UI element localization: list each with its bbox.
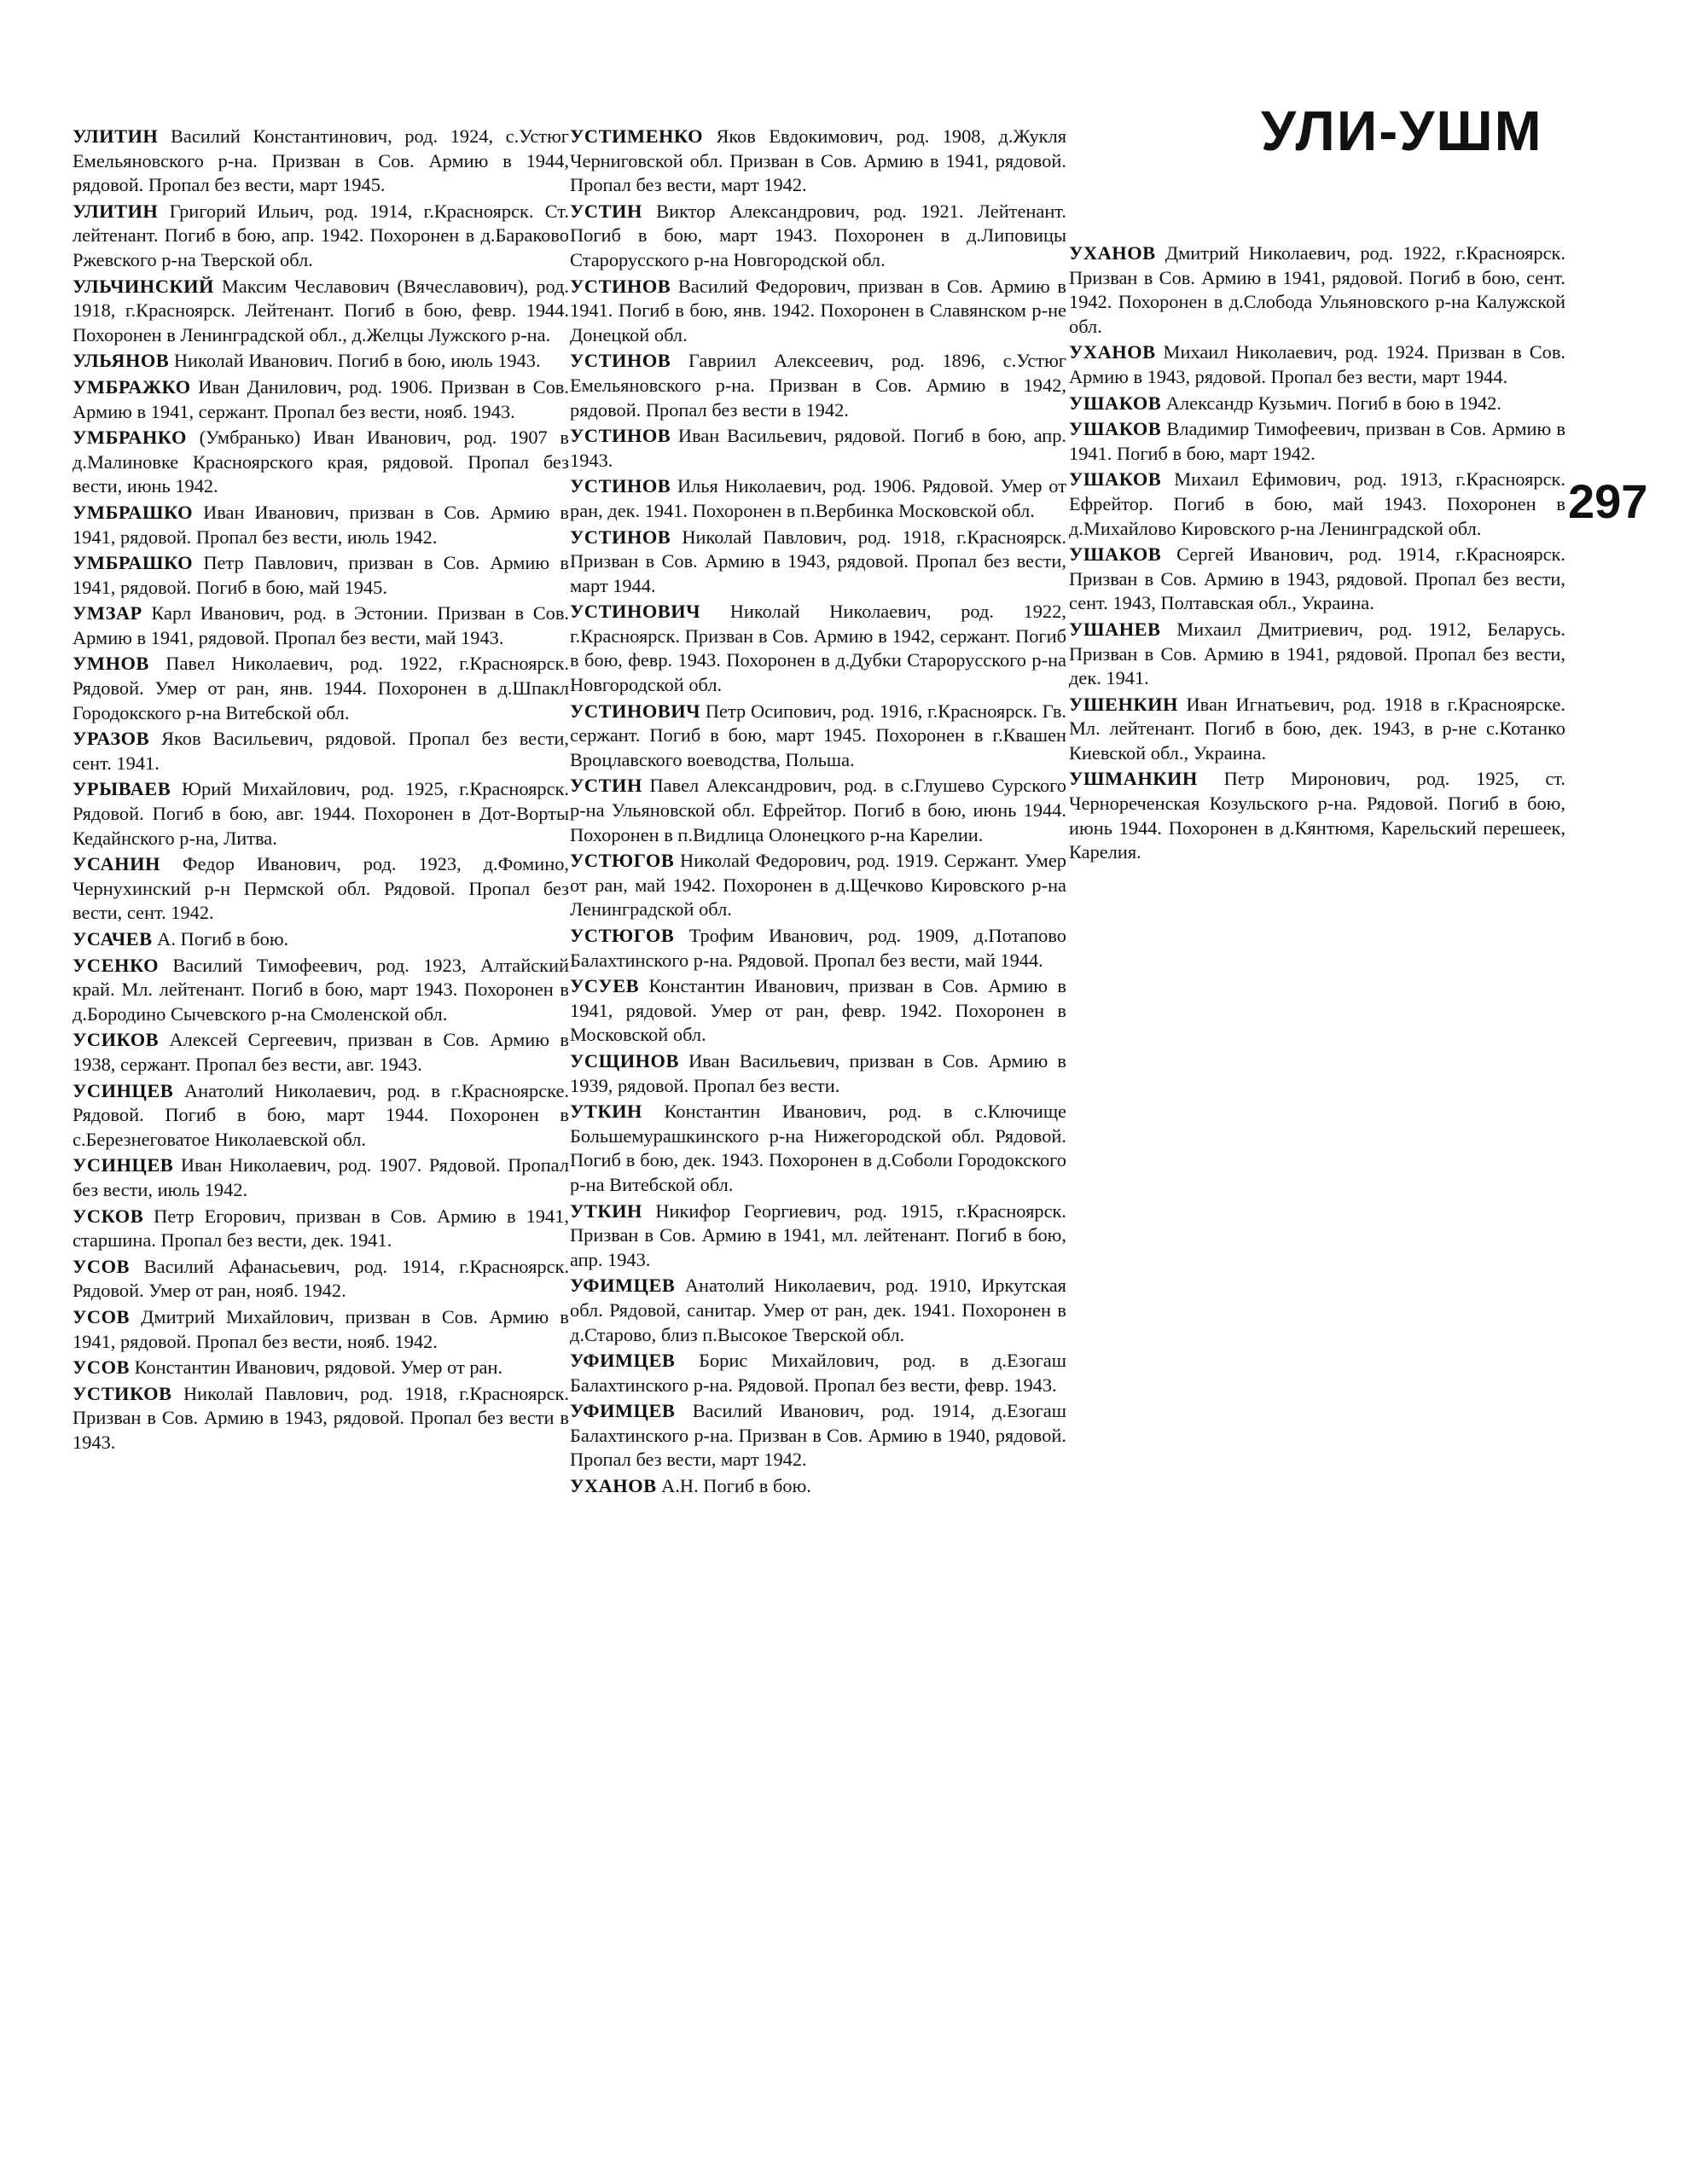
entry-details: Константин Иванович, род. в с.Ключище Большемурашкинского р-на Нижегородской обл. Рядовой. Погиб в бою, дек. 1943. Похоронен в д.Соболи Городокского р-на Витебской обл. [570,1101,1066,1195]
entry [570,1474,1066,1499]
entry [73,652,569,725]
page-header-range: УЛИ-УШМ [1261,99,1543,162]
entry-details: Иван Васильевич, призван в Сов. Армию в 1939, рядовой. Пропал без вести. [570,1049,1066,1096]
entry-surname: УСТИНОВ [570,425,671,447]
entry-details: Михаил Дмитриевич, род. 1912, Беларусь. Призван в Сов. Армию в 1941, рядовой. Пропал без вести, дек. 1941. [1069,618,1565,689]
entry-surname: УСЕНКО [73,954,160,976]
entry-details: Павел Николаевич, род. 1922, г.Красноярск. Рядовой. Умер от ран, янв. 1944. Похоронен в д.Шпакл Городокского р-на Витебской обл. [73,653,569,723]
entry-surname: УСТИКОВ [73,1382,172,1404]
entry-details: Василий Федорович, призван в Сов. Армию в 1941. Погиб в бою, янв. 1942. Похоронен в Славянском р-не Донецкой обл. [570,275,1066,346]
entry [570,974,1066,1048]
entry-surname: УФИМЦЕВ [570,1400,676,1422]
entry [73,852,569,926]
entry [73,501,569,549]
entry [1069,468,1565,541]
entry-surname: УСТИНОВ [570,475,671,497]
entry [73,375,569,424]
entry-surname: УЛИТИН [73,125,159,147]
entry-details: Иван Иванович, призван в Сов. Армию в 1941, рядовой. Пропал без вести, июль 1942. [73,501,569,548]
entry-details: Яков Евдокимович, род. 1908, д.Жукля Черниговской обл. Призван в Сов. Армию в 1941, рядовой. Пропал без вести, март 1942. [570,125,1066,196]
entry-surname: УШАКОВ [1069,468,1162,491]
entry [73,601,569,650]
entry-details: Яков Васильевич, рядовой. Пропал без вести, сент. 1941. [73,728,569,774]
entry [73,1305,569,1354]
entry [1069,340,1565,389]
entry-surname: УЛЬЧИНСКИЙ [73,275,214,297]
column-3 [1069,241,1565,867]
entry [570,200,1066,273]
entry-details: Василий Афанасьевич, род. 1914, г.Красноярск. Рядовой. Умер от ран, нояб. 1942. [73,1255,569,1302]
entry-surname: УСТИНОВИЧ [570,700,701,722]
entry-details: (Умбранько) Иван Иванович, род. 1907 в д.Малиновке Красноярского края, рядовой. Пропал без вести, июнь 1942. [73,427,569,497]
entry-surname: УСИКОВ [73,1029,160,1051]
entry [1069,417,1565,466]
entry-details: Павел Александрович, род. в с.Глушево Сурского р-на Ульяновской обл. Ефрейтор. Погиб в бою, июнь 1944. Похоронен в п.Видлица Олонецкого р-на Карелии. [570,775,1066,845]
entry [73,275,569,348]
entry-details: Илья Николаевич, род. 1906. Рядовой. Умер от ран, дек. 1941. Похоронен в п.Вербинка Московской обл. [570,475,1066,521]
entry-surname: УСЩИНОВ [570,1049,679,1072]
entry [73,1153,569,1202]
entry-surname: УСУЕВ [570,975,640,997]
entry-details: Николай Иванович. Погиб в бою, июль 1943. [173,350,541,372]
entry [570,474,1066,523]
entry-surname: УСИНЦЕВ [73,1079,174,1101]
entry-details: Василий Тимофеевич, род. 1923, Алтайский край. Мл. лейтенант. Погиб в бою, март 1943. Похоронен в д.Бородино Сычевского р-на Смоленской обл. [73,954,569,1025]
entry-surname: УСТЮГОВ [570,850,675,872]
entry-surname: УМБРАШКО [73,501,194,523]
entry-surname: УМБРАНКО [73,427,187,449]
entry [73,1255,569,1304]
entry-details: Иван Игнатьевич, род. 1918 в г.Красноярске. Мл. лейтенант. Погиб в бою, дек. 1943, в р-не с.Котанко Киевской обл., Украина. [1069,693,1565,764]
entry-details: Виктор Александрович, род. 1921. Лейтенант. Погиб в бою, март 1943. Похоронен в д.Липовицы Старорусского р-на Новгородской обл. [570,200,1067,270]
entry-surname: УШАКОВ [1069,392,1162,414]
entry [570,700,1066,773]
entry-surname: УМБРАШКО [73,552,194,574]
entry [73,954,569,1027]
entry-surname: УСТИНОВИЧ [570,601,701,623]
entry-surname: УСТИНОВ [570,526,671,548]
page-number: 297 [1568,474,1648,528]
column-2 [570,125,1066,1501]
entry-details: А. Погиб в бою. [157,928,289,950]
entry-details: Михаил Ефимович, род. 1913, г.Красноярск. Ефрейтор. Погиб в бою, май 1943. Похоронен в д.Михайлово Кировского р-на Ленинградской обл. [1069,468,1565,539]
entry-surname: УШЕНКИН [1069,693,1178,715]
entry-surname: УСТИНОВ [570,350,671,372]
entry [570,1049,1066,1098]
entry [73,200,569,273]
entry [570,526,1066,599]
entry [570,1399,1066,1472]
entry-details: Гавриил Алексеевич, род. 1896, с.Устюг Емельяновского р-на. Призван в Сов. Армию в 1942, рядовой. Пропал без вести в 1942. [570,350,1066,421]
entry-details: Петр Павлович, призван в Сов. Армию в 1941, рядовой. Погиб в бою, май 1945. [73,552,569,598]
entry-surname: УСОВ [73,1255,130,1277]
entry [73,125,569,198]
entry-surname: УШАНЕВ [1069,618,1161,640]
entry [73,727,569,775]
entry [570,849,1066,922]
entry-details: Карл Иванович, род. в Эстонии. Призван в Сов. Армию в 1941, рядовой. Пропал без вести, май 1943. [73,602,569,648]
entry-surname: УРАЗОВ [73,728,150,750]
entry-details: Юрий Михайлович, род. 1925, г.Красноярск. Рядовой. Погиб в бою, авг. 1944. Похоронен в Дот-Ворты Кедайнского р-на, Литва. [73,778,569,849]
entry-details: Трофим Иванович, род. 1909, д.Потапово Балахтинского р-на. Рядовой. Пропал без вести, май 1944. [570,925,1066,971]
entry-details: Анатолий Николаевич, род. 1910, Иркутская обл. Рядовой, санитар. Умер от ран, дек. 1941. Похоронен в д.Старово, близ п.Высокое Тверской обл. [570,1275,1066,1345]
entry-surname: УЛИТИН [73,200,159,222]
entry-details: Константин Иванович, рядовой. Умер от ран. [134,1356,503,1379]
entry-details: Григорий Ильич, род. 1914, г.Красноярск. Ст. лейтенант. Погиб в бою, апр. 1942. Похоронен в д.Бараково Ржевского р-на Тверской обл. [73,200,569,270]
entry [73,426,569,499]
entry-surname: УСАНИН [73,853,160,875]
entry [73,777,569,851]
entry-surname: УТКИН [570,1199,642,1222]
entry-surname: УМЗАР [73,602,142,624]
entry [73,1382,569,1455]
entry [570,349,1066,422]
entry [73,1079,569,1153]
entry-details: Иван Васильевич, рядовой. Погиб в бою, апр. 1943. [570,425,1066,471]
entry [73,1028,569,1077]
entry [570,1199,1066,1273]
entry-details: Алексей Сергеевич, призван в Сов. Армию в 1938, сержант. Пропал без вести, авг. 1943. [73,1029,569,1075]
entry [73,349,569,374]
entry-surname: УШАКОВ [1069,543,1162,566]
entry-details: Иван Данилович, род. 1906. Призван в Сов. Армию в 1941, сержант. Пропал без вести, нояб. 1943. [73,375,569,422]
entry-surname: УСКОВ [73,1205,144,1227]
entry-surname: УСТИМЕНКО [570,125,704,147]
entry-surname: УХАНОВ [1069,341,1156,363]
entry-details: Петр Осипович, род. 1916, г.Красноярск. Гв. сержант. Погиб в бою, март 1945. Похоронен в г.Квашен Вроцлавского воеводства, Польша. [570,700,1066,770]
entry-surname: УШАКОВ [1069,418,1162,440]
entry-details: Николай Павлович, род. 1918, г.Красноярск. Призван в Сов. Армию в 1943, рядовой. Пропал без вести, март 1944. [570,526,1066,596]
entry-surname: УСИНЦЕВ [73,1154,174,1176]
entry-details: Сергей Иванович, род. 1914, г.Красноярск. Призван в Сов. Армию в 1943, рядовой. Пропал без вести, сент. 1943, Полтавская обл., Украина. [1069,543,1565,614]
entry [73,1356,569,1380]
entry-details: Николай Павлович, род. 1918, г.Красноярск. Призван в Сов. Армию в 1943, рядовой. Пропал без вести в 1943. [73,1382,569,1453]
entry-details: Николай Николаевич, род. 1922, г.Красноярск. Призван в Сов. Армию в 1942, сержант. Погиб в бою, февр. 1943. Похоронен в д.Дубки Старорусского р-на Новгородской обл. [570,601,1066,696]
entry [570,125,1066,198]
entry-details: Константин Иванович, призван в Сов. Армию в 1941, рядовой. Умер от ран, февр. 1942. Похоронен в Московской обл. [570,975,1066,1046]
entry [73,927,569,952]
entry-details: Петр Миронович, род. 1925, ст. Чернореченская Козульского р-на. Рядовой. Погиб в бою, июнь 1944. Похоронен в д.Кянтюмя, Карельский перешеек, Карелия. [1069,768,1565,863]
entry-details: Иван Николаевич, род. 1907. Рядовой. Пропал без вести, июль 1942. [73,1154,569,1200]
entry-details: Владимир Тимофеевич, призван в Сов. Армию в 1941. Погиб в бою, март 1942. [1069,418,1565,464]
entry-details: Михаил Николаевич, род. 1924. Призван в Сов. Армию в 1943, рядовой. Пропал без вести, март 1944. [1069,341,1565,387]
entry-details: Василий Константинович, род. 1924, с.Устюг Емельяновского р-на. Призван в Сов. Армию в 1944, рядовой. Пропал без вести, март 1945. [73,125,569,196]
entry-surname: УСТИН [570,200,642,222]
entry-details: Максим Чеславович (Вячеславович), род. 1918, г.Красноярск. Лейтенант. Погиб в бою, февр. 1944. Похоронен в Ленинградской обл., д.Желцы Лужского р-на. [73,275,569,346]
entry [570,924,1066,973]
entry [570,424,1066,473]
entry-details: Николай Федорович, род. 1919. Сержант. Умер от ран, май 1942. Похоронен в д.Щечково Кировского р-на Ленинградской обл. [570,850,1066,921]
entry [570,275,1066,348]
entry-surname: УФИМЦЕВ [570,1275,676,1297]
entry-surname: УСОВ [73,1356,130,1379]
entry [570,1100,1066,1197]
entry-surname: УРЫВАЕВ [73,778,171,800]
entry-surname: УСТЮГОВ [570,925,675,946]
entry [570,1274,1066,1347]
entry-details: Борис Михайлович, род. в д.Езогаш Балахтинского р-на. Рядовой. Пропал без вести, февр. 1943. [570,1350,1066,1396]
entry-surname: УСОВ [73,1305,130,1327]
entry-surname: УСТИНОВ [570,275,671,297]
entry-details: Дмитрий Михайлович, призван в Сов. Армию в 1941, рядовой. Пропал без вести, нояб. 1942. [73,1305,569,1352]
entry-details: Петр Егорович, призван в Сов. Армию в 1941, старшина. Пропал без вести, дек. 1941. [73,1205,569,1252]
entry-surname: УФИМЦЕВ [570,1350,676,1372]
entry-surname: УХАНОВ [1069,242,1156,264]
entry-details: Никифор Георгиевич, род. 1915, г.Красноярск. Призван в Сов. Армию в 1941, мл. лейтенант. Погиб в бою, апр. 1943. [570,1199,1066,1270]
entry-surname: УСТИН [570,775,642,797]
entry-details: Анатолий Николаевич, род. в г.Красноярске. Рядовой. Погиб в бою, март 1944. Похоронен в с.Березнеговатое Николаевской обл. [73,1079,569,1150]
entry [1069,241,1565,339]
entry-surname: УЛЬЯНОВ [73,350,170,372]
entry [1069,392,1565,416]
entry [570,1349,1066,1397]
entry-surname: УСАЧЕВ [73,928,153,950]
entry [1069,543,1565,616]
entry-surname: УМБРАЖКО [73,375,191,398]
entry-details: Василий Иванович, род. 1914, д.Езогаш Балахтинского р-на. Призван в Сов. Армию в 1940, рядовой. Пропал без вести, март 1942. [570,1400,1066,1471]
entry [570,600,1066,697]
entry-details: Дмитрий Николаевич, род. 1922, г.Красноярск. Призван в Сов. Армию в 1941, рядовой. Погиб в бою, сент. 1942. Похоронен в д.Слобода Ульяновского р-на Калужской обл. [1069,242,1565,337]
entry-details: Федор Иванович, род. 1923, д.Фомино, Чернухинский р-н Пермской обл. Рядовой. Пропал без вести, сент. 1942. [73,853,569,924]
entry [73,1205,569,1253]
entry-surname: УМНОВ [73,653,149,675]
entry [1069,618,1565,691]
entry [1069,767,1565,864]
entry-surname: УШМАНКИН [1069,768,1198,790]
entry [73,551,569,600]
entry-details: Александр Кузьмич. Погиб в бою в 1942. [1165,392,1502,414]
entry-surname: УТКИН [570,1101,642,1123]
entry-surname: УХАНОВ [570,1475,657,1497]
entry [570,774,1066,847]
column-1 [73,125,569,1456]
entry [1069,693,1565,766]
entry-details: А.Н. Погиб в бою. [661,1475,811,1497]
